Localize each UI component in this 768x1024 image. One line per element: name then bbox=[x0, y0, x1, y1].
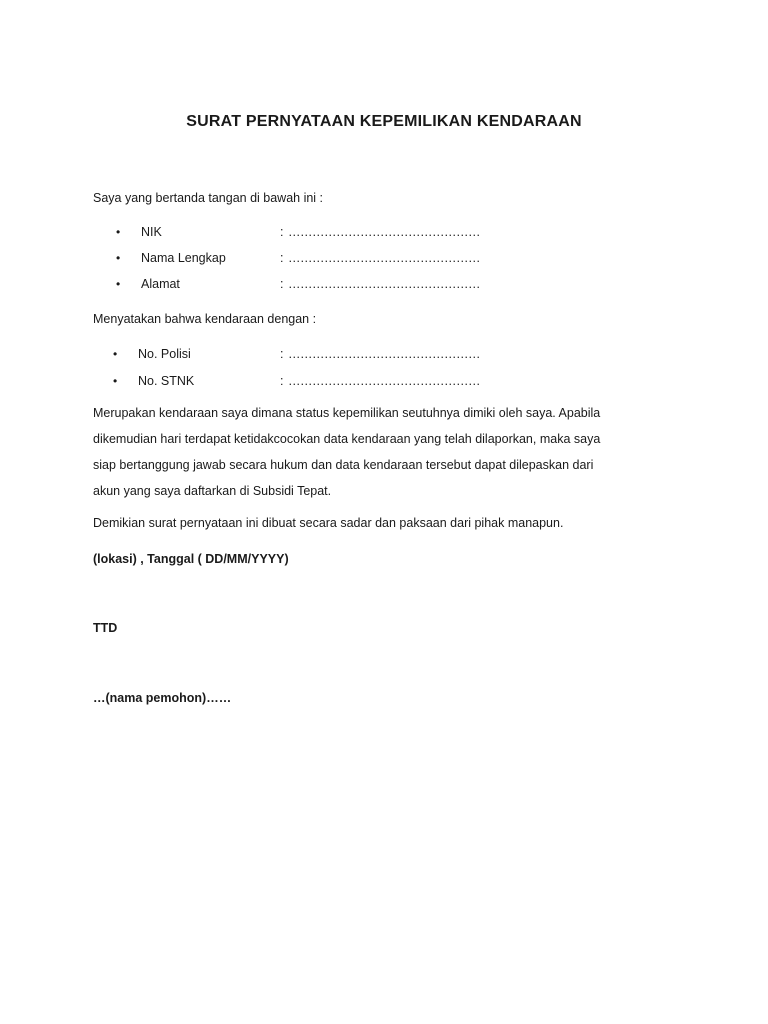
statement-line: Merupakan kendaraan saya dimana status kepemilikan seutuhnya dimiki oleh saya. Apabila bbox=[93, 406, 601, 420]
bullet-icon: • bbox=[116, 225, 121, 239]
applicant-name: …(nama pemohon)…… bbox=[93, 691, 232, 705]
bullet-icon: • bbox=[113, 347, 118, 361]
statement-line: siap bertanggung jawab secara hukum dan data kendaraan tersebut dapat dilepaskan dari bbox=[93, 458, 594, 472]
field-blank: ………………………………………… bbox=[288, 251, 480, 265]
field-label: NIK bbox=[141, 225, 162, 239]
field-no-polisi bbox=[0, 346, 768, 362]
statement-line: akun yang saya daftarkan di Subsidi Tepat. bbox=[93, 484, 332, 498]
field-colon: : bbox=[280, 374, 284, 388]
field-nama-lengkap bbox=[0, 250, 768, 266]
bullet-icon: • bbox=[113, 374, 118, 388]
closing-text: Demikian surat pernyataan ini dibuat secara sadar dan paksaan dari pihak manapun. bbox=[93, 516, 564, 530]
field-label: No. STNK bbox=[138, 374, 195, 388]
vehicle-intro-text: Menyatakan bahwa kendaraan dengan : bbox=[93, 312, 317, 326]
statement-paragraph bbox=[93, 400, 693, 504]
field-colon: : bbox=[280, 251, 284, 265]
field-no-stnk bbox=[0, 373, 768, 389]
bullet-icon: • bbox=[116, 277, 121, 291]
document-title: SURAT PERNYATAAN KEPEMILIKAN KENDARAAN bbox=[186, 113, 582, 130]
statement-line: dikemudian hari terdapat ketidakcocokan data kendaraan yang telah dilaporkan, maka saya bbox=[93, 432, 601, 446]
field-nik bbox=[0, 224, 768, 240]
signature-label: TTD bbox=[93, 621, 118, 635]
field-blank: ………………………………………… bbox=[288, 347, 480, 361]
field-blank: ………………………………………… bbox=[288, 374, 480, 388]
field-alamat bbox=[0, 276, 768, 292]
place-date: (lokasi) , Tanggal ( DD/MM/YYYY) bbox=[93, 552, 289, 566]
bullet-icon: • bbox=[116, 251, 121, 265]
field-label: Alamat bbox=[141, 277, 180, 291]
field-blank: ………………………………………… bbox=[288, 225, 480, 239]
field-blank: ………………………………………… bbox=[288, 277, 480, 291]
field-label: No. Polisi bbox=[138, 347, 191, 361]
field-colon: : bbox=[280, 347, 284, 361]
field-colon: : bbox=[280, 225, 284, 239]
intro-text: Saya yang bertanda tangan di bawah ini : bbox=[93, 191, 324, 205]
field-colon: : bbox=[280, 277, 284, 291]
field-label: Nama Lengkap bbox=[141, 251, 226, 265]
